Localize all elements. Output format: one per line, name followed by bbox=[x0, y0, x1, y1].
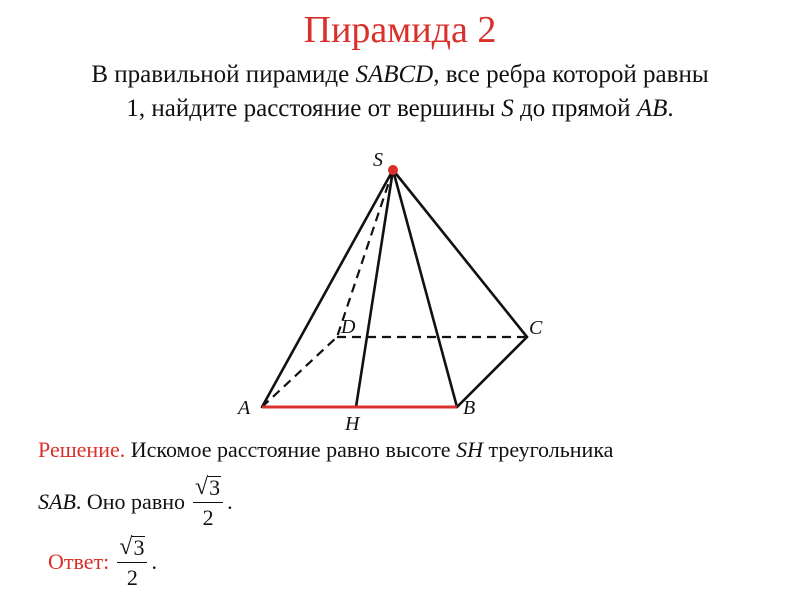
answer-line bbox=[48, 535, 157, 589]
solution-line-2 bbox=[38, 475, 233, 529]
solution-tail: . bbox=[227, 489, 233, 514]
fraction-denominator: 2 bbox=[126, 565, 138, 590]
edge-sc bbox=[393, 170, 527, 337]
problem-text: . bbox=[667, 95, 674, 122]
sqrt-icon: √ bbox=[119, 534, 133, 560]
problem-text: до прямой bbox=[513, 95, 637, 122]
triangle-name: SAB bbox=[38, 489, 76, 514]
solution-fraction bbox=[193, 475, 223, 529]
segment-name: SH bbox=[456, 437, 483, 462]
problem-text: , все ребра которой равны bbox=[433, 61, 709, 88]
solution-text: . Оно равно bbox=[75, 489, 185, 514]
edge-sb bbox=[393, 170, 457, 407]
page-title: Пирамида 2 bbox=[303, 9, 497, 51]
problem-text: 1, найдите расстояние от вершины bbox=[126, 95, 502, 122]
solution-line-1 bbox=[38, 437, 613, 463]
vertex-name: S bbox=[501, 95, 514, 122]
fraction-numerator bbox=[193, 475, 223, 503]
sqrt-icon: √ bbox=[194, 474, 209, 500]
fraction-numerator bbox=[117, 535, 147, 563]
solution-text: Искомое расстояние равно высоте bbox=[125, 437, 457, 462]
vertex-s-dot bbox=[388, 165, 398, 175]
label-h: H bbox=[345, 413, 360, 435]
solution-label: Решение. bbox=[38, 437, 126, 462]
sqrt-argument: 3 bbox=[133, 535, 145, 560]
line-name: AB bbox=[636, 95, 668, 122]
solution-text: треугольника bbox=[482, 437, 614, 462]
answer-label: Ответ: bbox=[48, 549, 110, 574]
answer-fraction bbox=[117, 535, 147, 589]
answer-tail: . bbox=[151, 549, 157, 574]
label-d: D bbox=[341, 316, 356, 338]
edge-ad bbox=[262, 337, 337, 407]
label-b: B bbox=[463, 397, 476, 419]
label-c: C bbox=[529, 317, 543, 339]
sqrt-argument: 3 bbox=[209, 475, 221, 500]
problem-text: В правильной пирамиде bbox=[91, 61, 356, 88]
visible-edges bbox=[262, 170, 527, 407]
label-s: S bbox=[373, 149, 383, 171]
label-a: A bbox=[238, 397, 251, 419]
fraction-denominator: 2 bbox=[202, 505, 214, 530]
pyramid-name: SABCD bbox=[355, 61, 434, 88]
